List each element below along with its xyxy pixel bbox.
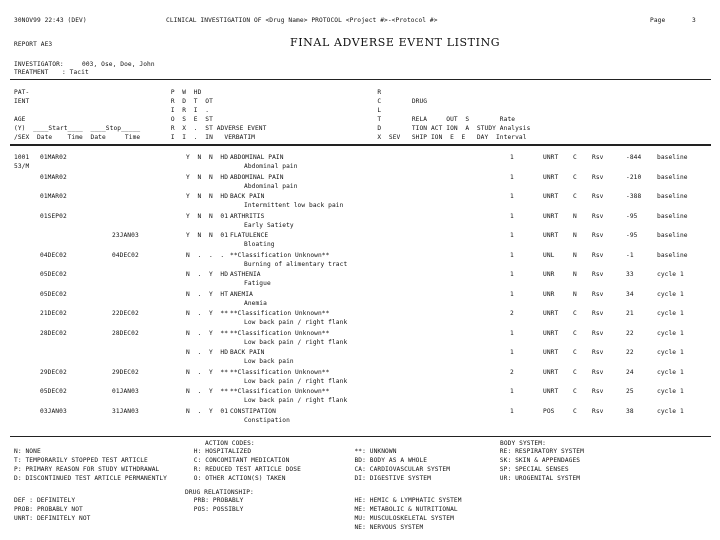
cell-outcome: Rsv: [592, 154, 604, 161]
cell-day: -388: [626, 193, 642, 200]
cell-flags: N . . .: [186, 251, 225, 259]
cell-day: 22: [626, 329, 634, 337]
cell-action: N: [573, 290, 577, 298]
cell-rel: UNRT: [543, 310, 559, 317]
cell-stop: 01JAN03: [112, 388, 139, 395]
cell-rel: UNR: [543, 290, 555, 298]
cell-interval: baseline: [657, 154, 688, 161]
cell-interval: cycle 1: [657, 329, 684, 337]
cell-action: N: [573, 212, 577, 220]
cell-day: 33: [626, 271, 634, 278]
cell-start: 04DEC02: [40, 251, 67, 259]
cell-outcome: Rsv: [592, 232, 604, 239]
cell-sev: 1: [510, 329, 514, 337]
cell-flags: Y N N HD: [186, 173, 229, 181]
treatment-label: TREATMENT: [14, 69, 49, 76]
cell-day: 34: [626, 290, 634, 298]
cell-event: ABDOMINAL PAIN: [230, 154, 284, 161]
cell-stop: 04DEC02: [112, 251, 139, 259]
cell-verbatim: Anemia: [244, 299, 267, 307]
legend-line: T: TEMPORARILY STOPPED TEST ARTICLE C: CONCOMITANT MEDICATION BD: BODY AS A WHOLE SK: SKIN & APPENDAGES: [14, 457, 581, 464]
column-header-line: I R I . L: [14, 107, 382, 114]
run-stamp: 30NOV99 22:43 (DEV): [14, 17, 87, 24]
cell-start: 01MAR02: [40, 154, 67, 161]
cell-verbatim: Low back pain / right flank: [244, 338, 348, 346]
cell-event: BACK PAIN: [230, 193, 265, 200]
cell-day: 22: [626, 349, 634, 356]
legend-rule: [10, 436, 711, 437]
cell-flags: Y N N 01: [186, 212, 229, 220]
page-number: 3: [692, 17, 696, 24]
cell-outcome: Rsv: [592, 407, 604, 415]
cell-sev: 2: [510, 368, 514, 376]
column-header-line: (Y) ____Start____ ____Stop_____ R X . ST ADVERSE EVENT D TION ACT ION A STUDY Analysis: [14, 125, 531, 132]
cell-verbatim: Low back pain / right flank: [244, 397, 348, 404]
cell-verbatim: Bloating: [244, 241, 275, 248]
cell-outcome: Rsv: [592, 368, 604, 376]
cell-interval: baseline: [657, 232, 688, 239]
investigator-value: 003, Ose, Doe, John: [82, 61, 155, 68]
cell-rel: UNR: [543, 271, 555, 278]
page-label: Page: [650, 17, 666, 24]
cell-rel: UNRT: [543, 349, 559, 356]
cell-verbatim: Low back pain / right flank: [244, 377, 348, 385]
cell-rel: UNRT: [543, 173, 559, 181]
cell-start: 01MAR02: [40, 193, 67, 200]
column-header-line: PAT- P W HD R: [14, 89, 382, 96]
cell-event: ASTHENIA: [230, 271, 261, 278]
cell-outcome: Rsv: [592, 329, 604, 337]
cell-day: -95: [626, 212, 638, 220]
cell-rel: UNRT: [543, 193, 559, 200]
investigator-label: INVESTIGATOR:: [14, 61, 64, 68]
cell-day: -1: [626, 251, 634, 259]
cell-event: ARTHRITIS: [230, 212, 265, 220]
cell-action: C: [573, 349, 577, 356]
cell-day: 25: [626, 388, 634, 395]
cell-start: 05DEC02: [40, 290, 67, 298]
cell-event: CONSTIPATION: [230, 407, 276, 415]
cell-sev: 1: [510, 388, 514, 395]
cell-outcome: Rsv: [592, 290, 604, 298]
cell-sev: 1: [510, 212, 514, 220]
cell-flags: Y N N HD: [186, 154, 229, 161]
legend-line: PROB: PROBABLY NOT POS: POSSIBLY ME: METABOLIC & NUTRITIONAL: [14, 506, 458, 513]
cell-action: C: [573, 407, 577, 415]
legend-line: UNRT: DEFINITELY NOT MU: MUSCULOSKELETAL SYSTEM: [14, 515, 454, 522]
cell-sev: 1: [510, 154, 514, 161]
cell-interval: cycle 1: [657, 271, 684, 278]
cell-interval: cycle 1: [657, 388, 684, 395]
cell-stop: 31JAN03: [112, 407, 139, 415]
cell-flags: Y N N HD: [186, 193, 229, 200]
cell-day: 24: [626, 368, 634, 376]
treatment-value: : Tacit: [62, 69, 89, 76]
cell-verbatim: Early Satiety: [244, 221, 294, 229]
cell-id: 1001: [14, 154, 30, 161]
cell-day: 21: [626, 310, 634, 317]
cell-day: -844: [626, 154, 642, 161]
cell-sev: 1: [510, 232, 514, 239]
cell-sev: 1: [510, 271, 514, 278]
cell-action: N: [573, 251, 577, 259]
cell-interval: baseline: [657, 193, 688, 200]
cell-event: BACK PAIN: [230, 349, 265, 356]
cell-interval: baseline: [657, 173, 688, 181]
cell-rel: UNRT: [543, 154, 559, 161]
cell-rel: UNRT: [543, 212, 559, 220]
cell-verbatim: Fatigue: [244, 280, 271, 287]
cell-outcome: Rsv: [592, 251, 604, 259]
cell-start: 05DEC02: [40, 271, 67, 278]
cell-stop: 29DEC02: [112, 368, 139, 376]
cell-verbatim: Constipation: [244, 416, 290, 424]
cell-sev: 1: [510, 173, 514, 181]
cell-sev: 1: [510, 251, 514, 259]
cell-stop: 23JAN03: [112, 232, 139, 239]
column-header-line: IENT R D T OT C DRUG: [14, 98, 428, 105]
cell-verbatim: Low back pain / right flank: [244, 319, 348, 326]
cell-outcome: Rsv: [592, 349, 604, 356]
cell-event: **Classification Unknown**: [230, 388, 330, 395]
cell-rel: UNL: [543, 251, 555, 259]
body-system-title: BODY SYSTEM:: [500, 440, 546, 447]
legend-line: NE: NERVOUS SYSTEM: [14, 524, 424, 531]
cell-stop: 28DEC02: [112, 329, 139, 337]
legend-line: N: NONE H: HOSPITALIZED **: UNKNOWN RE: RESPIRATORY SYSTEM: [14, 448, 584, 455]
drug-relationship-title: DRUG RELATIONSHIP:: [185, 489, 254, 496]
cell-start: 29DEC02: [40, 368, 67, 376]
cell-verbatim: Burning of alimentary tract: [244, 260, 348, 268]
column-header-rule: [10, 144, 711, 146]
cell-day: -95: [626, 232, 638, 239]
legend-line: DEF : DEFINITELY PRB: PROBABLY HE: HEMIC & LYMPHATIC SYSTEM: [14, 497, 462, 504]
cell-outcome: Rsv: [592, 193, 604, 200]
cell-event: **Classification Unknown**: [230, 368, 330, 376]
cell-start: 21DEC02: [40, 310, 67, 317]
cell-interval: cycle 1: [657, 310, 684, 317]
cell-rel: POS: [543, 407, 555, 415]
legend-line: P: PRIMARY REASON FOR STUDY WITHDRAWAL R: REDUCED TEST ARTICLE DOSE CA: CARDIOVASCULAR SYSTEM SP: SPECIAL SENSES: [14, 466, 569, 473]
cell-interval: baseline: [657, 251, 688, 259]
cell-start: 01MAR02: [40, 173, 67, 181]
cell-outcome: Rsv: [592, 388, 604, 395]
column-header-line: AGE O S E ST T RELA OUT S Rate: [14, 116, 516, 123]
cell-rel: UNRT: [543, 329, 559, 337]
cell-day: -210: [626, 173, 642, 181]
cell-action: C: [573, 388, 577, 395]
cell-sev: 1: [510, 290, 514, 298]
header-rule: [10, 79, 711, 80]
cell-rel: UNRT: [543, 232, 559, 239]
cell-outcome: Rsv: [592, 271, 604, 278]
cell-interval: cycle 1: [657, 368, 684, 376]
cell-flags: N . Y 01: [186, 407, 229, 415]
cell-action: N: [573, 232, 577, 239]
cell-sev: 1: [510, 193, 514, 200]
cell-sev: 2: [510, 310, 514, 317]
cell-sev: 1: [510, 407, 514, 415]
cell-outcome: Rsv: [592, 310, 604, 317]
cell-sev: 1: [510, 349, 514, 356]
cell-start: 05DEC02: [40, 388, 67, 395]
cell-event: **Classification Unknown**: [230, 310, 330, 317]
cell-action: C: [573, 329, 577, 337]
cell-action: C: [573, 173, 577, 181]
cell-rel: UNRT: [543, 368, 559, 376]
cell-start: 01SEP02: [40, 212, 67, 220]
cell-outcome: Rsv: [592, 212, 604, 220]
cell-stop: 22DEC02: [112, 310, 139, 317]
cell-interval: baseline: [657, 212, 688, 220]
cell-event: ANEMIA: [230, 290, 253, 298]
cell-flags: N . Y **: [186, 368, 229, 376]
cell-flags: N . Y **: [186, 388, 229, 395]
cell-interval: cycle 1: [657, 407, 684, 415]
cell-interval: cycle 1: [657, 349, 684, 356]
cell-interval: cycle 1: [657, 290, 684, 298]
report-id: REPORT AE3: [14, 41, 53, 48]
cell-flags: Y N N 01: [186, 232, 229, 239]
cell-day: 38: [626, 407, 634, 415]
study-line: CLINICAL INVESTIGATION OF <Drug Name> PROTOCOL <Project #>-<Protocol #>: [166, 17, 438, 24]
cell-flags: N . Y **: [186, 329, 229, 337]
cell-flags: N . Y HT: [186, 290, 229, 298]
cell-start: 03JAN03: [40, 407, 67, 415]
cell-flags: N . Y HD: [186, 349, 229, 356]
cell-start: 28DEC02: [40, 329, 67, 337]
cell-action: C: [573, 154, 577, 161]
cell-flags: N . Y HD: [186, 271, 229, 278]
cell-event: **Classification Unknown**: [230, 329, 330, 337]
cell-verbatim: Intermittent low back pain: [244, 202, 344, 209]
legend-line: D: DISCONTINUED TEST ARTICLE PERMANENTLY O: OTHER ACTION(S) TAKEN DI: DIGESTIVE SYSTEM UR: UROGENITAL SYSTEM: [14, 475, 581, 482]
cell-flags: N . Y **: [186, 310, 229, 317]
cell-action: C: [573, 193, 577, 200]
cell-action: C: [573, 368, 577, 376]
cell-verbatim: Abdominal pain: [244, 163, 298, 170]
cell-verbatim: Low back pain: [244, 358, 294, 365]
report-title: FINAL ADVERSE EVENT LISTING: [290, 36, 501, 49]
cell-age-sex: 53/M: [14, 163, 30, 170]
cell-outcome: Rsv: [592, 173, 604, 181]
cell-rel: UNRT: [543, 388, 559, 395]
cell-action: C: [573, 310, 577, 317]
cell-event: FLATULENCE: [230, 232, 269, 239]
cell-event: ABDOMINAL PAIN: [230, 173, 284, 181]
column-header-line: /SEX Date Time Date Time I I . IN VERBATIM X SEV SHIP ION E E DAY Interval: [14, 134, 527, 141]
action-codes-title: ACTION CODES:: [205, 440, 255, 447]
cell-verbatim: Abdominal pain: [244, 182, 298, 190]
cell-event: **Classification Unknown**: [230, 251, 330, 259]
cell-action: N: [573, 271, 577, 278]
